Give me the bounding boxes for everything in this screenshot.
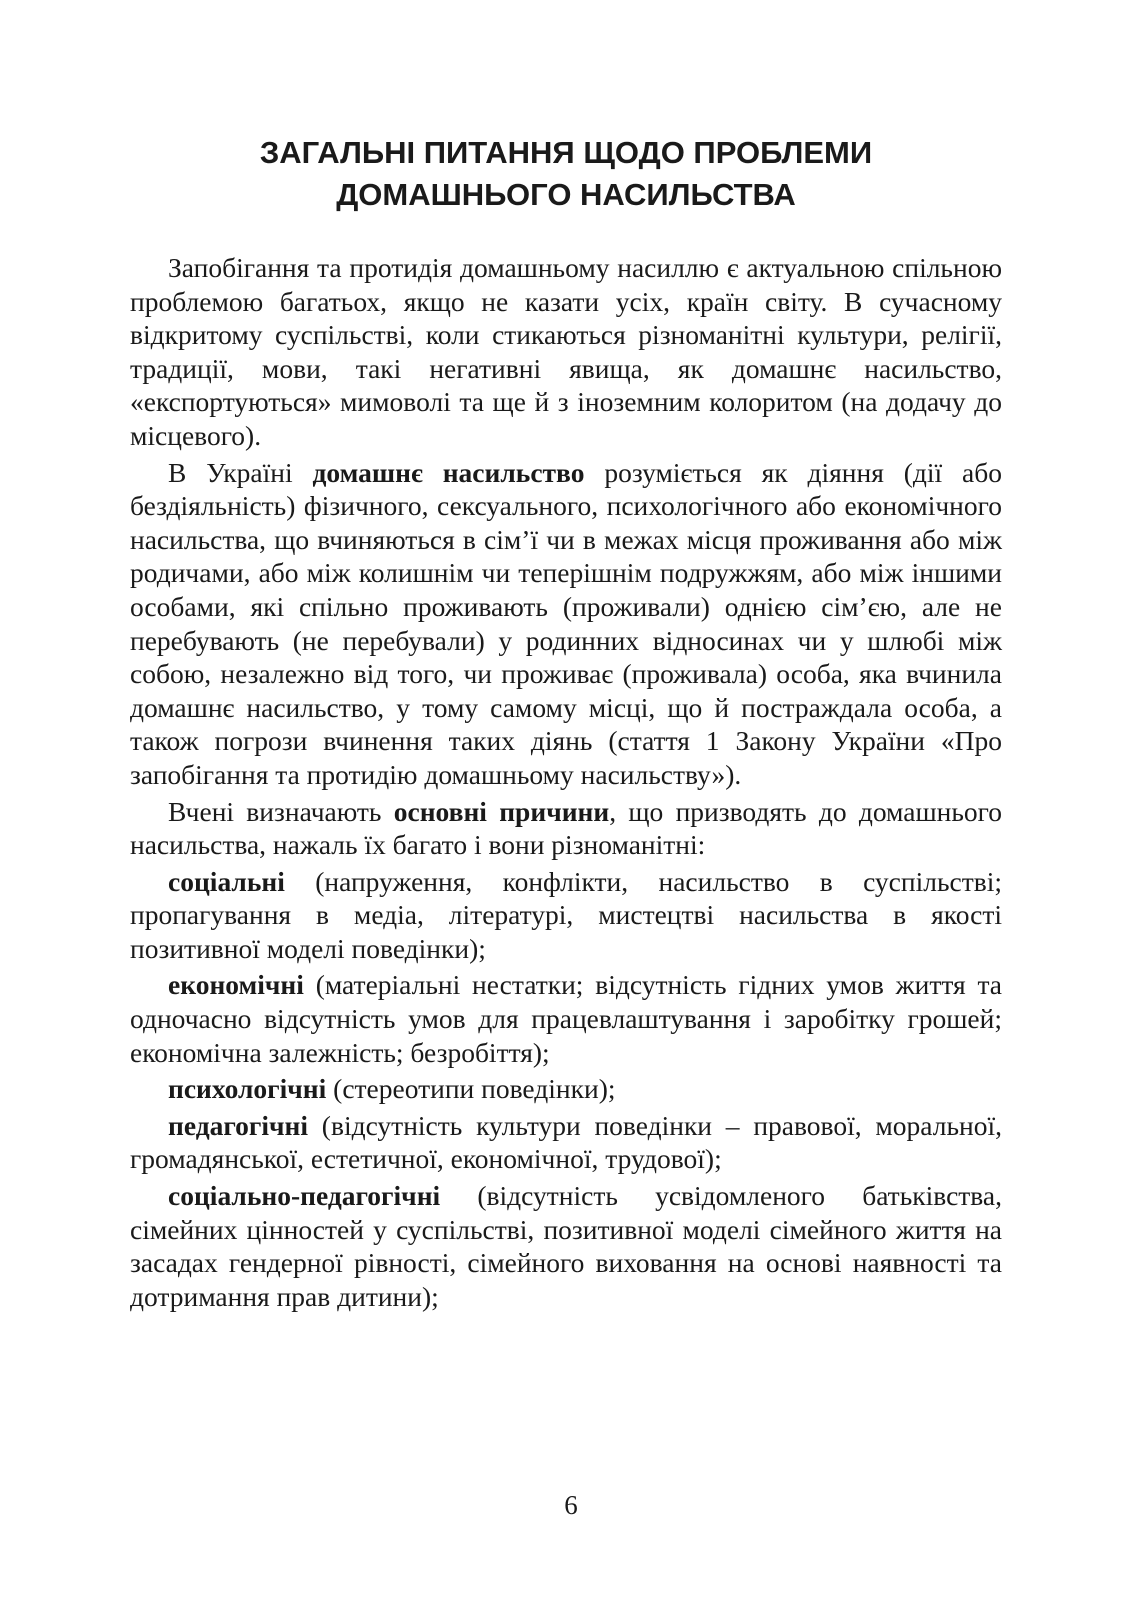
page-number: 6 [564,1490,578,1520]
paragraph-2: В Україні домашнє насильство розуміється як діяння (дії або бездіяльність) фізичного, сексуального, психологічного або економічного насильства, що вчиняються в сім’ї чи в межах місця проживання або між родичами, або між колишнім чи теперішнім подружжям, або між іншими особами, які спільно проживають (проживали) однією сім’єю, але не перебувають (не перебували) у родинних відносинах чи у шлюбі між собою, незалежно від того, чи проживає (проживала) особа, яка вчинила домашнє насильство, у тому самому місці, що й постраждала особа, а також погрози вчинення таких діянь (стаття 1 Закону України «Про запобігання та протидію домашньому насильству»). [130,456,1002,790]
title-line-2: ДОМАШНЬОГО НАСИЛЬСТВА [336,177,796,212]
cause-pedagogical: педагогічні (відсутність культури поведінки – правової, моральної, громадянської, естетичної, економічної, трудової); [130,1109,1002,1175]
cause-social-pedagogical: соціально-педагогічні (відсутність усвідомленого батьківства, сімейних цінностей у суспільстві, позитивної моделі сімейного життя на засадах гендерної рівності, сімейного виховання на основі наявності та дотримання прав дитини); [130,1180,1002,1312]
term-main-causes: основні причини [393,795,610,827]
cause-social: соціальні (напруження, конфлікти, насильство в суспільстві; пропагування в медіа, літературі, мистецтві насильства в якості позитивної моделі поведінки); [130,865,1002,964]
paragraph-1: Запобігання та протидія домашньому насиллю є актуальною спільною проблемою багатьох, якщо не казати усіх, країн світу. В сучасному відкритому суспільстві, коли стикаються різноманітні культури, релігії, традиції, мови, такі негативні явища, як домашнє насильство, «експортуються» мимоволі та ще й з іноземним колоритом (на додачу до місцевого). [130,252,1002,451]
page-title [130,132,1002,216]
cause-psychological: психологічні (стереотипи поведінки); [168,1073,616,1105]
paragraph-3: Вчені визначають основні причини, що призводять до домашнього насильства, нажаль їх багато і вони різноманітні: [130,795,1003,861]
term-domestic-violence: домашнє насильство [312,456,585,488]
cause-economic: економічні (матеріальні нестатки; відсутність гідних умов життя та одночасно відсутність умов для працевлаштування і заробітку грошей; економічна залежність; безробіття); [130,969,1002,1068]
body-text [130,251,1002,1316]
title-line-1: ЗАГАЛЬНІ ПИТАННЯ ЩОДО ПРОБЛЕМИ [259,135,873,170]
